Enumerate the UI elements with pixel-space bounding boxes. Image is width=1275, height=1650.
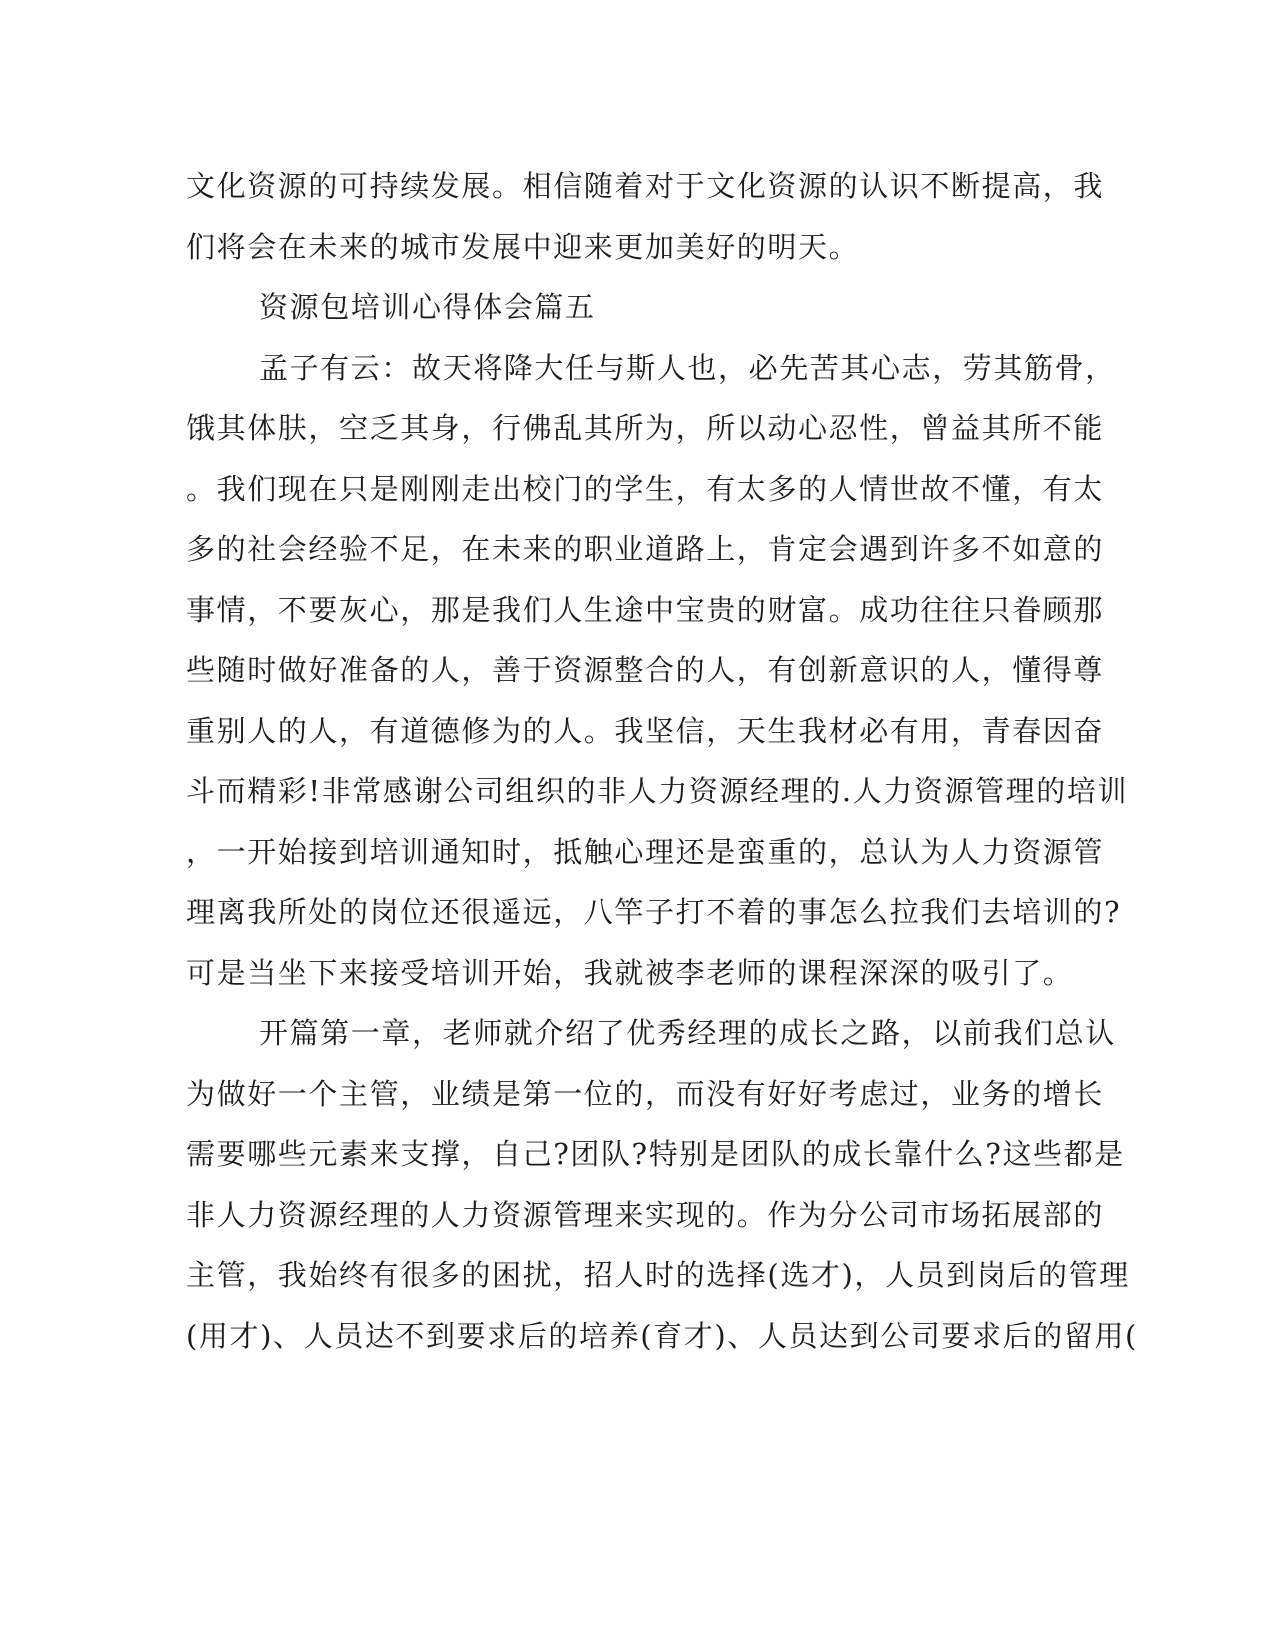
text-line: 多的社会经验不足，在未来的职业道路上，肯定会遇到许多不如意的 (186, 532, 1105, 566)
text-line: 。我们现在只是刚刚走出校门的学生，有太多的人情世故不懂，有太 (186, 471, 1105, 506)
text-line: 文化资源的可持续发展。相信随着对于文化资源的认识不断提高，我 (186, 169, 1105, 203)
text-line: (用才)、人员达不到要求后的培养(育才)、人员达到公司要求后的留用( (186, 1318, 1138, 1353)
text-line: 需要哪些元素来支撑，自己?团队?特别是团队的成长靠什么?这些都是 (186, 1137, 1125, 1171)
text-line: ，一开始接到培训通知时，抵触心理还是蛮重的，总认为人力资源管 (186, 834, 1105, 869)
paragraph-first-line: 开篇第一章，老师就介绍了优秀经理的成长之路，以前我们总认 (259, 1016, 1116, 1050)
text-line: 们将会在未来的城市发展中迎来更加美好的明天。 (186, 229, 860, 264)
text-line: 饿其体肤，空乏其身，行佛乱其所为，所以动心忍性，曾益其所不能 (186, 411, 1105, 445)
text-line: 非人力资源经理的人力资源管理来实现的。作为分公司市场拓展部的 (186, 1197, 1105, 1232)
document-body (186, 156, 1138, 1366)
text-line: 理离我所处的岗位还很遥远，八竿子打不着的事怎么拉我们去培训的? (186, 895, 1122, 929)
text-line: 主管，我始终有很多的困扰，招人时的选择(选才)，人员到岗后的管理 (186, 1258, 1130, 1292)
section-heading: 资源包培训心得体会篇五 (259, 290, 596, 324)
text-line: 重别人的人，有道德修为的人。我坚信，天生我材必有用，青春因奋 (186, 713, 1105, 748)
paragraph-first-line: 孟子有云：故天将降大任与斯人也，必先苦其心志，劳其筋骨， (259, 350, 1116, 385)
text-line: 些随时做好准备的人，善于资源整合的人，有创新意识的人，懂得尊 (186, 653, 1105, 687)
text-line: 为做好一个主管，业绩是第一位的，而没有好好考虑过，业务的增长 (186, 1076, 1105, 1111)
text-line: 可是当坐下来接受培训开始，我就被李老师的课程深深的吸引了。 (186, 955, 1074, 990)
text-line: 事情，不要灰心，那是我们人生途中宝贵的财富。成功往往只眷顾那 (186, 592, 1105, 627)
text-line: 斗而精彩!非常感谢公司组织的非人力资源经理的.人力资源管理的培训 (186, 774, 1129, 808)
